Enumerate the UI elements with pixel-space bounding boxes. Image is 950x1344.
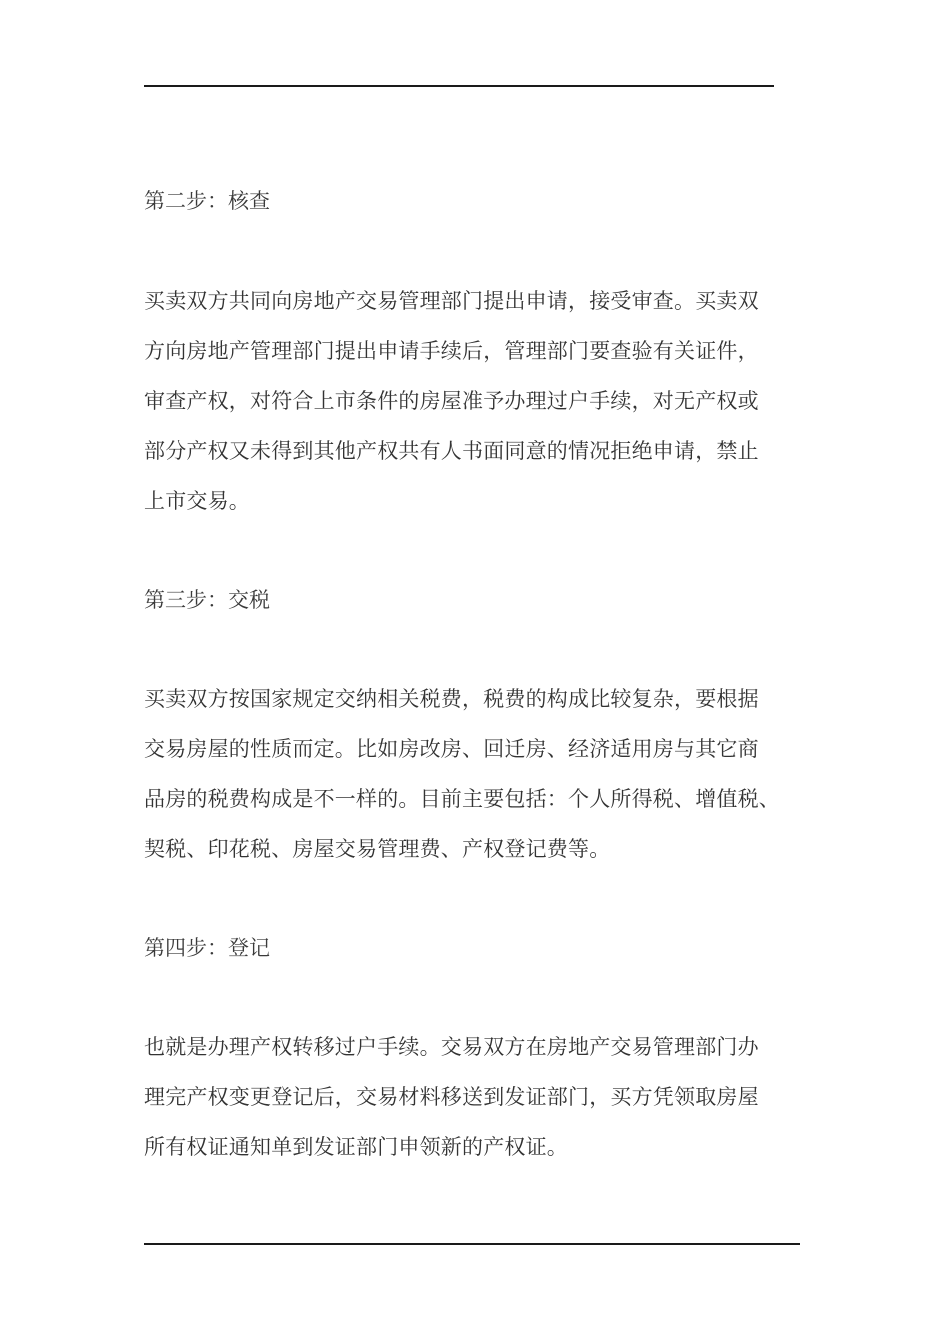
paragraph-line: 买卖双方共同向房地产交易管理部门提出申请，接受审查。买卖双 bbox=[144, 289, 759, 313]
top-divider bbox=[144, 85, 774, 87]
paragraph-line: 方向房地产管理部门提出申请手续后，管理部门要查验有关证件， bbox=[144, 339, 759, 363]
paragraph-line: 品房的税费构成是不一样的。目前主要包括：个人所得税、增值税、 bbox=[144, 787, 780, 811]
paragraph-line: 所有权证通知单到发证部门申领新的产权证。 bbox=[144, 1135, 568, 1159]
section-heading-step4: 第四步：登记 bbox=[144, 936, 270, 960]
paragraph-line: 审查产权，对符合上市条件的房屋准予办理过户手续，对无产权或 bbox=[144, 389, 759, 413]
section-heading-step2: 第二步：核查 bbox=[144, 189, 270, 213]
paragraph-line: 上市交易。 bbox=[144, 489, 250, 513]
paragraph-line: 部分产权又未得到其他产权共有人书面同意的情况拒绝申请，禁止 bbox=[144, 439, 759, 463]
paragraph-line: 也就是办理产权转移过户手续。交易双方在房地产交易管理部门办 bbox=[144, 1035, 759, 1059]
paragraph-line: 契税、印花税、房屋交易管理费、产权登记费等。 bbox=[144, 837, 611, 861]
paragraph-line: 交易房屋的性质而定。比如房改房、回迁房、经济适用房与其它商 bbox=[144, 737, 759, 761]
paragraph-line: 理完产权变更登记后，交易材料移送到发证部门，买方凭领取房屋 bbox=[144, 1085, 759, 1109]
section-heading-step3: 第三步：交税 bbox=[144, 588, 270, 612]
paragraph-line: 买卖双方按国家规定交纳相关税费，税费的构成比较复杂，要根据 bbox=[144, 687, 759, 711]
bottom-divider bbox=[144, 1243, 800, 1245]
